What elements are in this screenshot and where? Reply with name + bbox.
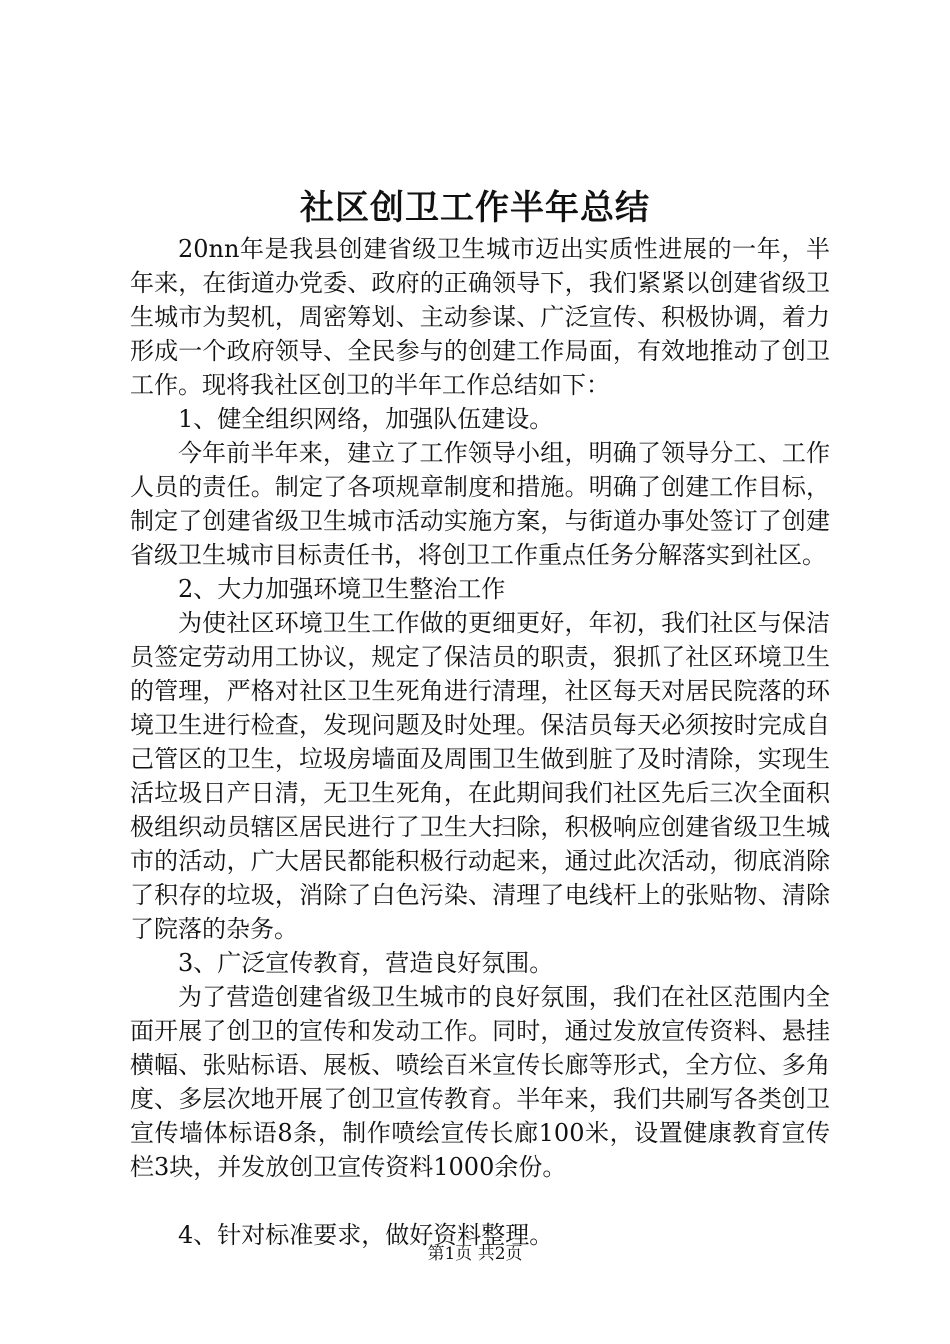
paragraph-intro: 20nn年是我县创建省级卫生城市迈出实质性进展的一年，半年来，在街道办党委、政府的正确领导下，我们紧紧以创建省级卫生城市为契机，周密筹划、主动参谋、广泛宣传、积极协调，着力形成一个政府领导、全民参与的创建工作局面，有效地推动了创卫工作。现将我社区创卫的半年工作总结如下： [130, 235, 830, 399]
page-number: 第1页 共2页 [427, 1244, 523, 1264]
paragraph-section-1: 今年前半年来，建立了工作领导小组，明确了领导分工、工作人员的责任。制定了各项规章制度和措施。明确了创建工作目标，制定了创建省级卫生城市活动实施方案，与街道办事处签订了创建省级卫生城市目标责任书，将创卫工作重点任务分解落实到社区。 [130, 439, 830, 569]
section-heading-1: 1、健全组织网络，加强队伍建设。 [178, 405, 554, 433]
document-body [130, 232, 830, 1252]
section-heading-2: 2、大力加强环境卫生整治工作 [178, 575, 506, 603]
document-title: 社区创卫工作半年总结 [300, 188, 650, 228]
section-heading-3: 3、广泛宣传教育，营造良好氛围。 [178, 949, 554, 977]
paragraph-section-3: 为了营造创建省级卫生城市的良好氛围，我们在社区范围内全面开展了创卫的宣传和发动工作。同时，通过发放宣传资料、悬挂横幅、张贴标语、展板、喷绘百米宣传长廊等形式，全方位、多角度、多层次地开展了创卫宣传教育。半年来，我们共刷写各类创卫宣传墙体标语8条，制作喷绘宣传长廊100米，设置健康教育宣传栏3块，并发放创卫宣传资料1000余份。 [130, 983, 830, 1181]
paragraph-section-2: 为使社区环境卫生工作做的更细更好，年初，我们社区与保洁员签定劳动用工协议，规定了保洁员的职责，狠抓了社区环境卫生的管理，严格对社区卫生死角进行清理，社区每天对居民院落的环境卫生进行检查，发现问题及时处理。保洁员每天必须按时完成自己管区的卫生，垃圾房墙面及周围卫生做到脏了及时清除，实现生活垃圾日产日清，无卫生死角，在此期间我们社区先后三次全面积极组织动员辖区居民进行了卫生大扫除，积极响应创建省级卫生城市的活动，广大居民都能积极行动起来，通过此次活动，彻底消除了积存的垃圾，消除了白色污染、清理了电线杆上的张贴物、清除了院落的杂务。 [130, 609, 830, 943]
section-heading-4: 4、针对标准要求，做好资料整理。 [178, 1221, 554, 1249]
